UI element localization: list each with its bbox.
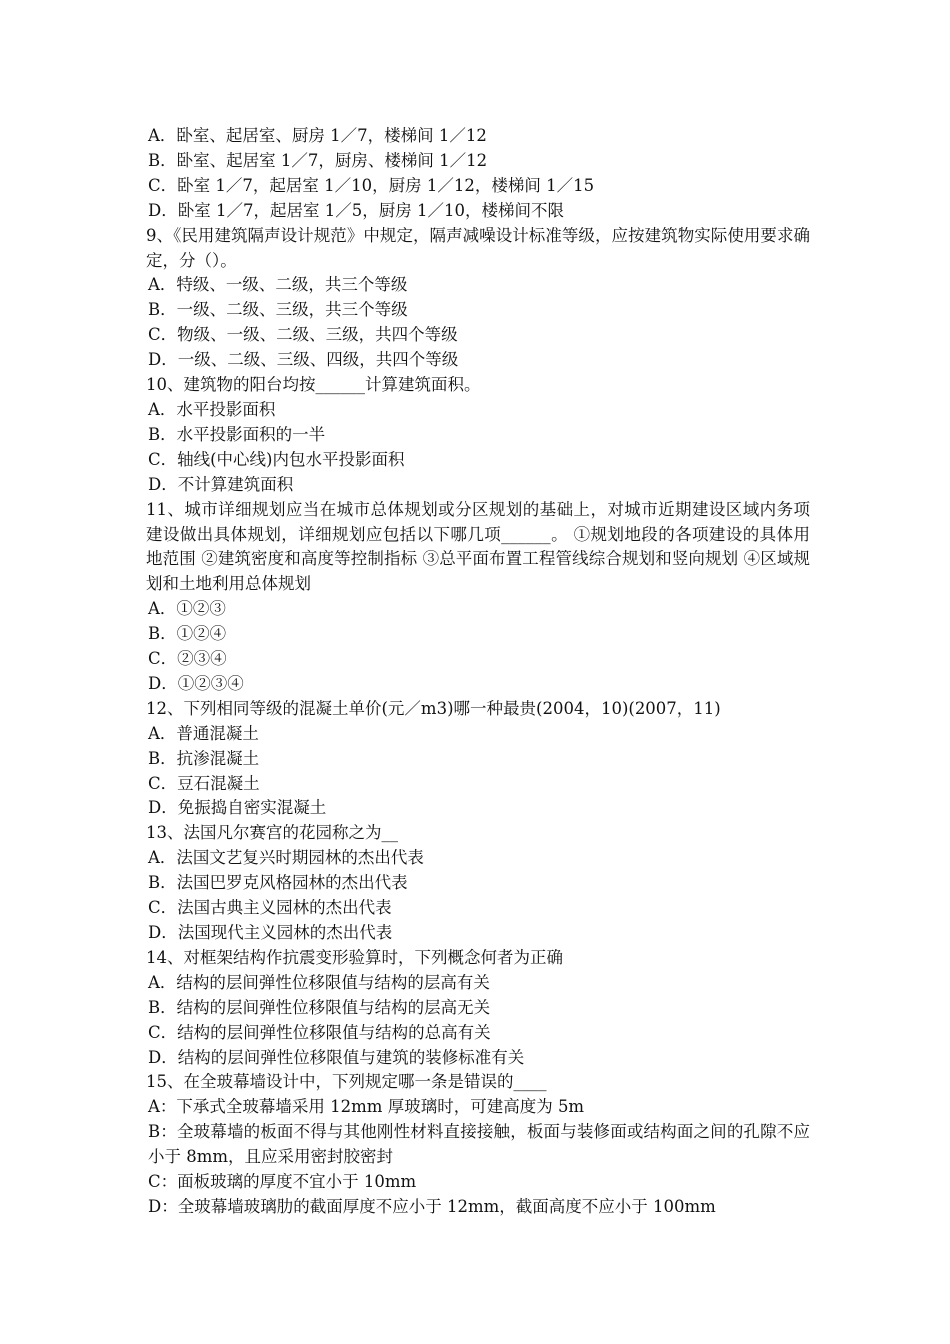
option-d: D．①②③④: [148, 673, 244, 693]
question-15: 15、在全玻幕墙设计中，下列规定哪一条是错误的____: [146, 1072, 547, 1092]
option-a: A．结构的层间弹性位移限值与结构的层高有关: [148, 972, 490, 992]
option-c: C．结构的层间弹性位移限值与结构的总高有关: [148, 1022, 491, 1042]
option-b: B．水平投影面积的一半: [148, 424, 326, 444]
option-a: A．卧室、起居室、厨房 1／7，楼梯间 1／12: [148, 126, 487, 145]
option-d: D．结构的层间弹性位移限值与建筑的装修标准有关: [148, 1047, 525, 1067]
question-12: 12、下列相同等级的混凝土单价(元／m3)哪一种最贵(2004，10)(2007，11): [146, 698, 721, 718]
option-a: A．法国文艺复兴时期园林的杰出代表: [148, 848, 424, 868]
option-c: C．②③④: [148, 649, 227, 669]
option-c: C：面板玻璃的厚度不宜小于 10mm: [148, 1172, 417, 1192]
option-a: A．水平投影面积: [148, 399, 276, 419]
option-b: B．①②④: [148, 624, 227, 644]
option-b: B．法国巴罗克风格园林的杰出代表: [148, 873, 408, 893]
option-c: C．轴线(中心线)内包水平投影面积: [148, 449, 405, 469]
option-b: B．抗渗混凝土: [148, 748, 260, 768]
option-b: B．一级、二级、三级，共三个等级: [148, 300, 408, 320]
option-a: A：下承式全玻幕墙采用 12mm 厚玻璃时，可建高度为 5m: [148, 1097, 585, 1117]
option-d: D．一级、二级、三级、四级，共四个等级: [148, 350, 459, 370]
question-9: 9、《民用建筑隔声设计规范》中规定，隔声减噪设计标准等级，应按建筑物实际使用要求确定，分（）。: [146, 225, 810, 270]
question-14: 14、对框架结构作抗震变形验算时，下列概念何者为正确: [146, 947, 563, 967]
option-c: C．豆石混凝土: [148, 773, 260, 793]
question-13: 13、法国凡尔赛宫的花园称之为__: [146, 823, 398, 843]
option-d: D．法国现代主义园林的杰出代表: [148, 923, 393, 942]
option-b: B：全玻幕墙的板面不得与其他刚性材料直接接触，板面与装修面或结构面之间的孔隙不应小于 8mm，且应采用密封胶密封: [148, 1122, 810, 1167]
option-b: B．卧室、起居室 1／7，厨房、楼梯间 1／12: [148, 150, 488, 170]
option-d: D．免振捣自密实混凝土: [148, 798, 327, 818]
option-d: D：全玻幕墙玻璃肋的截面厚度不应小于 12mm，截面高度不应小于 100mm: [148, 1196, 716, 1216]
option-d: D．不计算建筑面积: [148, 474, 294, 494]
option-b: B．结构的层间弹性位移限值与结构的层高无关: [148, 997, 491, 1017]
option-c: C．物级、一级、二级、三级，共四个等级: [148, 325, 458, 345]
document-body: [146, 124, 810, 1220]
option-a: A．普通混凝土: [148, 723, 259, 743]
option-d: D．卧室 1／7，起居室 1／5，厨房 1／10，楼梯间不限: [148, 200, 564, 220]
question-11: 11、城市详细规划应当在城市总体规划或分区规划的基础上，对城市近期建设区域内务项建设做出具体规划，详细规划应包括以下哪几项______。 ①规划地段的各项建设的具体用地范围 ②建筑密度和高度等控制指标 ③总平面布置工程管线综合规划和竖向规划 ④区域规划和土地利用总体规划: [146, 499, 810, 594]
question-10: 10、建筑物的阳台均按______计算建筑面积。: [146, 375, 481, 395]
option-a: A．①②③: [148, 599, 226, 619]
option-c: C．卧室 1／7，起居室 1／10，厨房 1／12，楼梯间 1／15: [148, 175, 595, 195]
option-a: A．特级、一级、二级，共三个等级: [148, 275, 408, 295]
option-c: C．法国古典主义园林的杰出代表: [148, 898, 392, 918]
